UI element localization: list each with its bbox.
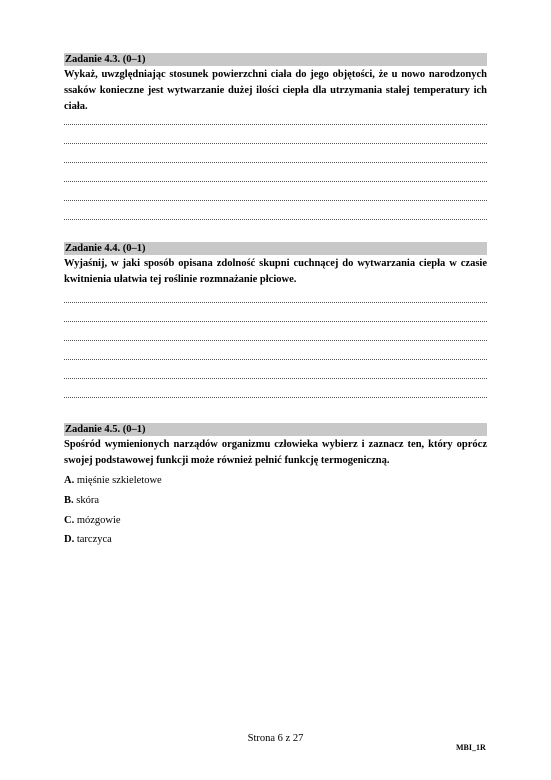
option-b-text: skóra — [76, 495, 100, 506]
option-d-text: tarczyca — [76, 534, 112, 545]
task-4-4-header: Zadanie 4.4. (0–1) — [64, 242, 487, 255]
page-number: Strona 6 z 27 — [247, 733, 304, 744]
answer-line-4-3-4[interactable] — [64, 181, 487, 182]
task-4-5 — [64, 423, 487, 469]
option-c[interactable] — [64, 514, 121, 528]
option-c-text: mózgowie — [76, 515, 121, 526]
answer-line-4-4-3[interactable] — [64, 340, 487, 341]
task-4-5-header: Zadanie 4.5. (0–1) — [64, 423, 487, 436]
option-d[interactable] — [64, 533, 112, 547]
option-b-letter: B. — [64, 495, 74, 506]
answer-line-4-4-4[interactable] — [64, 359, 487, 360]
answer-line-4-4-2[interactable] — [64, 321, 487, 322]
task-4-3 — [64, 53, 487, 115]
option-a-text: mięśnie szkieletowe — [76, 475, 162, 486]
option-b[interactable] — [64, 494, 99, 508]
exam-code: MBI_1R — [456, 743, 486, 752]
answer-line-4-4-5[interactable] — [64, 378, 487, 379]
answer-line-4-3-2[interactable] — [64, 143, 487, 144]
task-4-3-header: Zadanie 4.3. (0–1) — [64, 53, 487, 66]
option-c-letter: C. — [64, 515, 75, 526]
option-a-letter: A. — [64, 475, 75, 486]
answer-line-4-4-6[interactable] — [64, 397, 487, 398]
answer-line-4-3-3[interactable] — [64, 162, 487, 163]
answer-line-4-3-5[interactable] — [64, 200, 487, 201]
task-4-4-text: Wyjaśnij, w jaki sposób opisana zdolność skupni cuchnącej do wytwarzania ciepła w czasie kwitnienia ułatwia tej roślinie rozmnażanie płciowe. — [64, 258, 487, 285]
answer-line-4-3-1[interactable] — [64, 124, 487, 125]
option-a[interactable] — [64, 474, 162, 488]
answer-line-4-3-6[interactable] — [64, 219, 487, 220]
task-4-5-text: Spośród wymienionych narządów organizmu człowieka wybierz i zaznacz ten, który oprócz swojej podstawowej funkcji może również pełnić funkcję termogeniczną. — [64, 439, 487, 466]
answer-line-4-4-1[interactable] — [64, 302, 487, 303]
task-4-3-text: Wykaż, uwzględniając stosunek powierzchni ciała do jego objętości, że u nowo narodzonych ssaków konieczne jest wytwarzanie dużej ilości ciepła dla utrzymania stałej temperatury ich ciała. — [64, 69, 487, 112]
option-d-letter: D. — [64, 534, 75, 545]
task-4-4 — [64, 242, 487, 288]
